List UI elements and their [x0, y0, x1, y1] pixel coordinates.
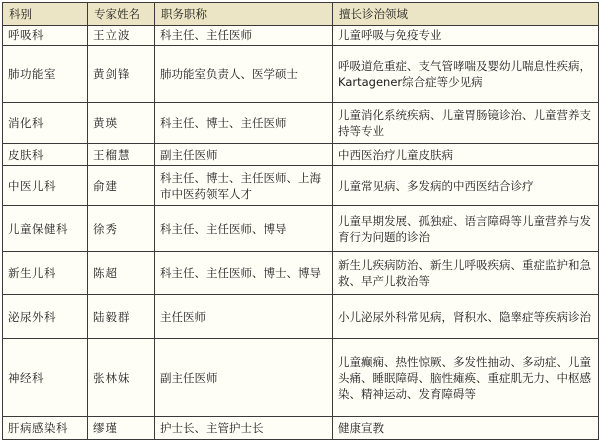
table-row	[3, 45, 599, 102]
position-title-cell: 科主任、博士、主任医师	[155, 102, 333, 144]
expert-name-cell: 王立波	[88, 26, 155, 46]
expert-name-cell: 黄剑锋	[88, 45, 155, 102]
specialty-cell: 小儿泌尿外科常见病，肾积水、隐睾症等疾病诊治	[333, 295, 599, 339]
specialty-cell: 儿童癫痫、热性惊厥、多发性抽动、多动症、儿童头痛、睡眠障碍、脑性瘫痪、重症肌无力、中枢感染、精神运动、发育障碍等	[333, 339, 599, 417]
department-cell: 神经科	[3, 339, 88, 417]
department-cell: 呼吸科	[3, 26, 88, 46]
position-title-cell: 副主任医师	[155, 339, 333, 417]
specialty-cell: 健康宣教	[333, 416, 599, 439]
specialist-table	[2, 2, 599, 440]
header-expert-name: 专家姓名	[88, 3, 155, 26]
expert-name-cell: 俞建	[88, 166, 155, 206]
specialty-cell: 儿童呼吸与免疫专业	[333, 26, 599, 46]
table-row	[3, 339, 599, 417]
position-title-cell: 科主任、主任医师	[155, 26, 333, 46]
table-row	[3, 166, 599, 206]
position-title-cell: 科主任、主任医师、博导	[155, 206, 333, 252]
position-title-cell: 科主任、博士、主任医师、上海市中医药领军人才	[155, 166, 333, 206]
expert-name-cell: 张林妹	[88, 339, 155, 417]
position-title-cell: 肺功能室负责人、医学硕士	[155, 45, 333, 102]
position-title-cell: 主任医师	[155, 295, 333, 339]
position-title-cell: 副主任医师	[155, 144, 333, 166]
expert-name-cell: 陈超	[88, 252, 155, 295]
department-cell: 中医儿科	[3, 166, 88, 206]
expert-name-cell: 王榴慧	[88, 144, 155, 166]
table-row	[3, 26, 599, 46]
position-title-cell: 科主任、主任医师、博士、博导	[155, 252, 333, 295]
expert-name-cell: 徐秀	[88, 206, 155, 252]
specialty-cell: 儿童消化系统疾病、儿童胃肠镜诊治、儿童营养支持等专业	[333, 102, 599, 144]
specialty-cell: 呼吸道危重症、支气管哮喘及婴幼儿喘息性疾病，Kartagener综合症等少见病	[333, 45, 599, 102]
table-row	[3, 144, 599, 166]
table-row	[3, 102, 599, 144]
header-position-title: 职务职称	[155, 3, 333, 26]
table-row	[3, 295, 599, 339]
department-cell: 消化科	[3, 102, 88, 144]
specialty-cell: 中西医治疗儿童皮肤病	[333, 144, 599, 166]
table-header-row	[3, 3, 599, 26]
specialty-cell: 儿童常见病、多发病的中西医结合诊疗	[333, 166, 599, 206]
department-cell: 儿童保健科	[3, 206, 88, 252]
department-cell: 肝病感染科	[3, 416, 88, 439]
specialty-cell: 儿童早期发展、孤独症、语言障碍等儿童营养与发育行为问题的诊治	[333, 206, 599, 252]
expert-name-cell: 黄瑛	[88, 102, 155, 144]
table-row	[3, 416, 599, 439]
position-title-cell: 护士长、主管护士长	[155, 416, 333, 439]
expert-name-cell: 缪瑾	[88, 416, 155, 439]
expert-name-cell: 陆毅群	[88, 295, 155, 339]
department-cell: 皮肤科	[3, 144, 88, 166]
department-cell: 泌尿外科	[3, 295, 88, 339]
table-row	[3, 206, 599, 252]
table-row	[3, 252, 599, 295]
department-cell: 新生儿科	[3, 252, 88, 295]
department-cell: 肺功能室	[3, 45, 88, 102]
header-specialty: 擅长诊治领域	[333, 3, 599, 26]
specialty-cell: 新生儿疾病防治、新生儿呼吸疾病、重症监护和急救、早产儿救治等	[333, 252, 599, 295]
header-department: 科别	[3, 3, 88, 26]
